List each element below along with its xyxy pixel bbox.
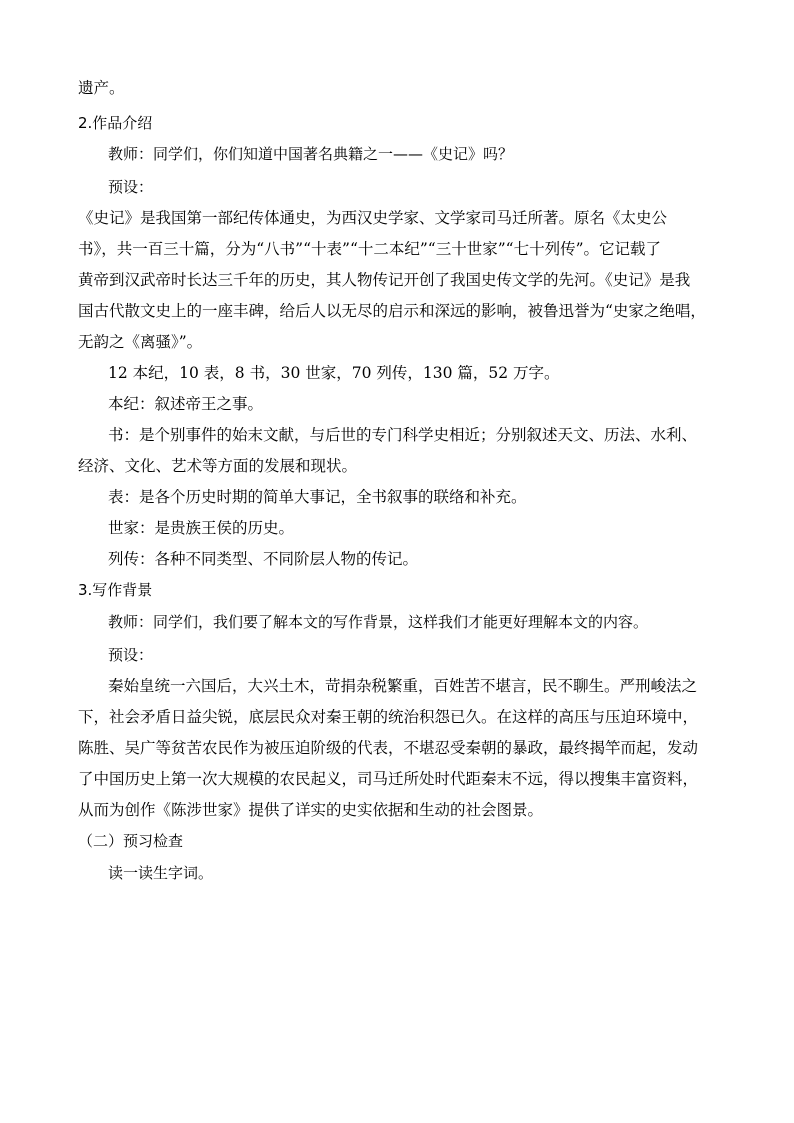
preset-label: 预设：: [108, 178, 154, 196]
paragraph-line: 下，社会矛盾日益尖锐，底层民众对秦王朝的统治积怨已久。在这样的高压与压迫环境中，: [78, 708, 699, 726]
paragraph-line: 秦始皇统一六国后，大兴土木，苛捐杂税繁重，百姓苦不堪言，民不聊生。严刑峻法之: [108, 677, 698, 695]
definition-line: 经济、文化、艺术等方面的发展和现状。: [78, 457, 358, 475]
paragraph-line: 国古代散文史上的一座丰碑，给后人以无尽的启示和深远的影响，被鲁迅誉为“史家之绝唱，: [78, 302, 706, 320]
teacher-statement: 教师：同学们，我们要了解本文的写作背景，这样我们才能更好理解本文的内容。: [108, 613, 649, 631]
definition-biao: 表：是各个历史时期的简单大事记，全书叙事的联络和补充。: [108, 488, 527, 506]
definition-shijia: 世家：是贵族王侯的历史。: [108, 519, 295, 537]
paragraph-line: 从而为创作《陈涉世家》提供了详实的史实依据和生动的社会图景。: [78, 801, 544, 819]
paragraph-line: 陈胜、吴广等贫苦农民作为被压迫阶级的代表，不堪忍受秦朝的暴政，最终揭竿而起，发动: [78, 739, 699, 757]
paragraph-line: 书》，共一百三十篇，分为“八书”“十表”“十二本纪”“三十世家”“七十列传”。它记载了: [78, 240, 661, 258]
definition-line: 书：是个别事件的始末文献，与后世的专门科学史相近；分别叙述天文、历法、水利、: [108, 426, 698, 444]
paragraph-line: 黄帝到汉武帝时长达三千年的历史，其人物传记开创了我国史传文学的先河。《史记》是我: [78, 271, 691, 289]
paragraph-line: 《史记》是我国第一部纪传体通史，为西汉史学家、文学家司马迁所著。原名《太史公: [78, 209, 668, 227]
paragraph-line: 了中国历史上第一次大规模的农民起义，司马迁所处时代距秦末不远，得以搜集丰富资料，: [78, 770, 699, 788]
paragraph-line: 无韵之《离骚》”。: [78, 333, 203, 351]
carry-over-text: 遗产。: [78, 79, 125, 97]
section-heading-background: 3.写作背景: [78, 581, 153, 599]
preview-instruction: 读一读生字词。: [108, 864, 214, 882]
section-heading-work-intro: 2.作品介绍: [78, 114, 153, 132]
preset-label: 预设：: [108, 646, 154, 664]
definition-liezhuan: 列传：各种不同类型、不同阶层人物的传记。: [108, 550, 419, 568]
shiji-stats: 12 本纪，10 表，8 书，30 世家，70 列传，130 篇，52 万字。: [108, 364, 560, 382]
section-heading-preview-check: （二）预习检查: [78, 832, 184, 850]
teacher-question: 教师：同学们，你们知道中国著名典籍之一——《史记》吗？: [108, 145, 514, 163]
definition-benji: 本纪：叙述帝王之事。: [108, 395, 264, 413]
